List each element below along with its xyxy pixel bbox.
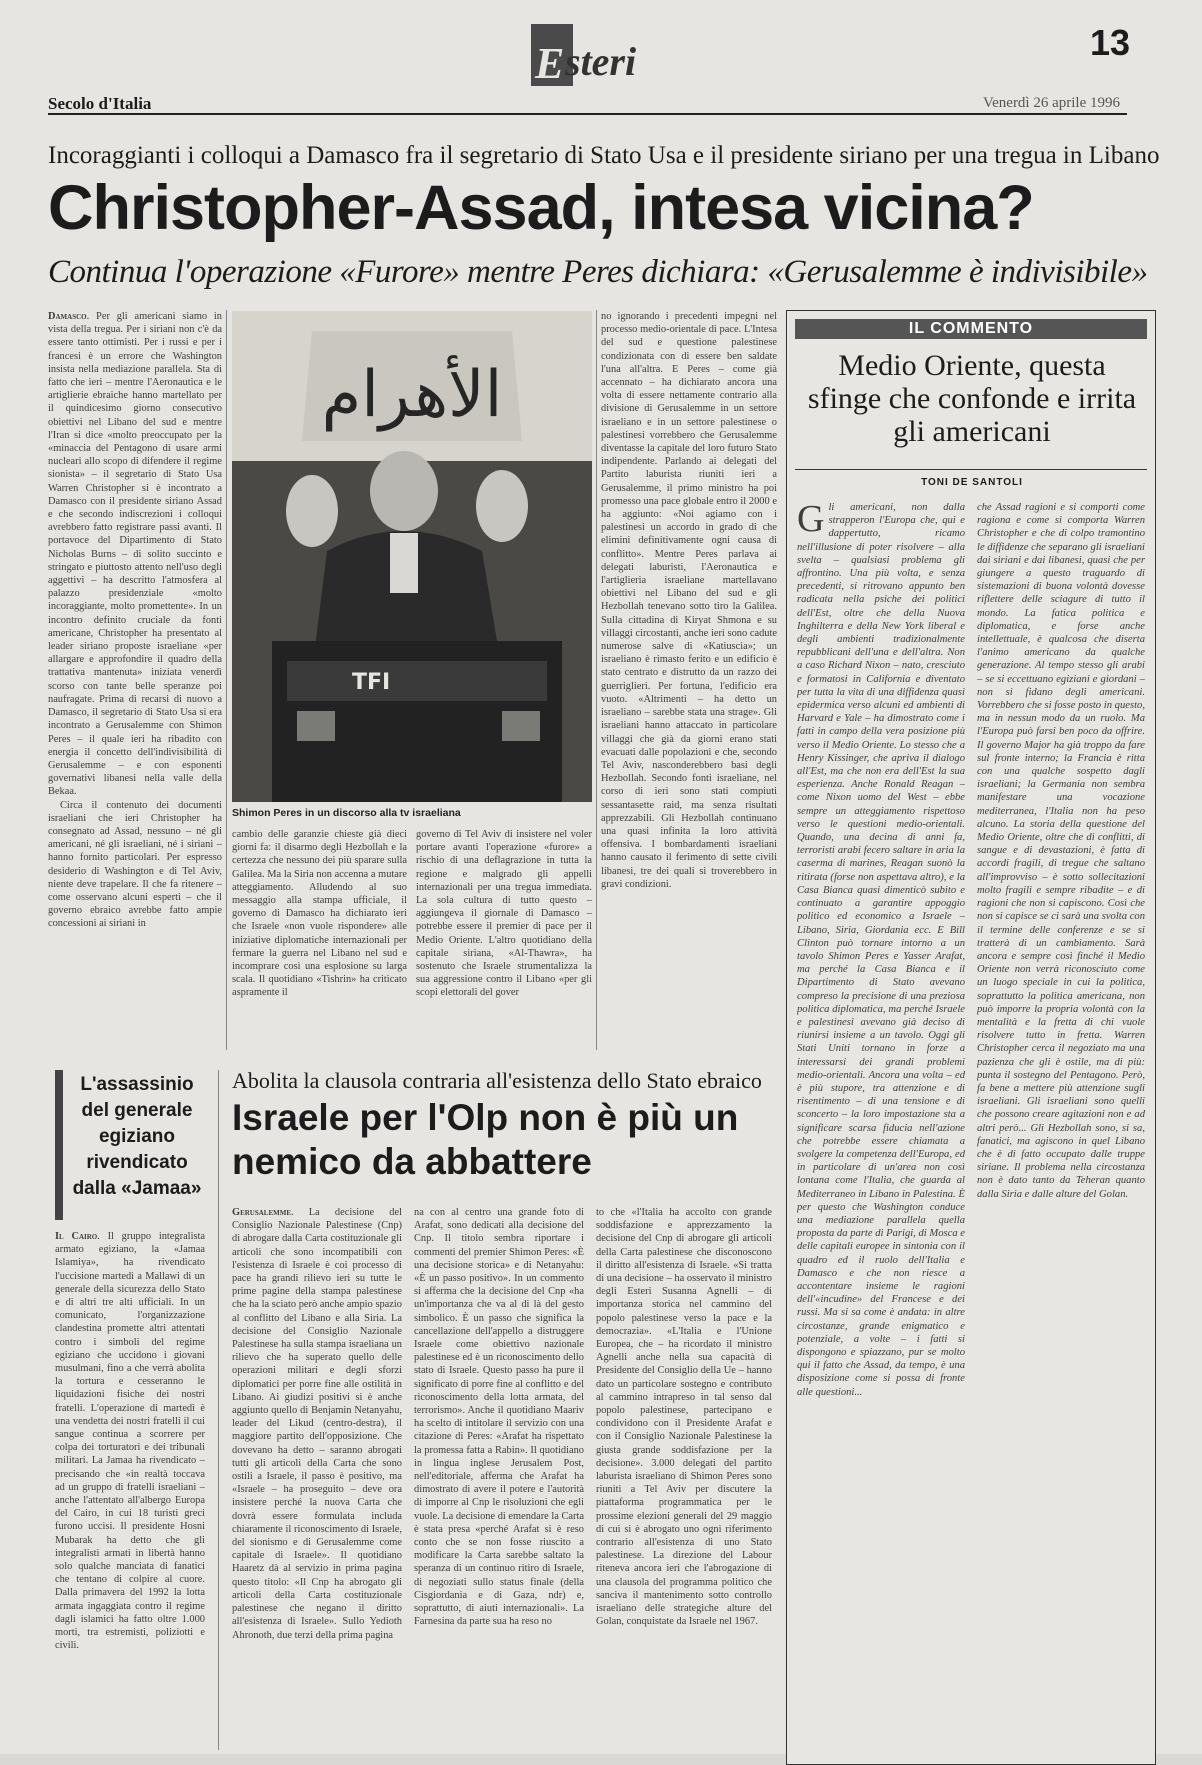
column-rule	[218, 1070, 219, 1750]
lead-column-3-text: governo di Tel Aviv di insistere nel voler portare avanti l'operazione «furore» a rischio di una deflagrazione in tutta la regione e malgrado gli appelli internazionali per una tregua immediata. La sola cultura di tutto questo – aggiungeva il giornale di Damasco – potrebbe essere il premier di pace per il Medio Oriente. L'altro quotidiano della capitale siriana, «Al-Thawra», ha sostenuto che Israele strumentalizza la sua aggressione contro il Libano «per gli scopi elettorali del gover	[416, 829, 592, 999]
paper-name: Secolo d'Italia	[48, 94, 152, 113]
side-article-headline-box	[55, 1070, 205, 1220]
side-article-column: Il Cairo. Il gruppo integralista armato egiziano, la «Jamaa Islamiya», ha rivendicato l'uccisione martedì a Mallawi di un generale della sicurezza dello Stato e di altri tre alti ufficiali. In un comunicato, l'organizzazione clandestina promette altri attentati contro i simboli del regime egiziano che uccidono i giovani musulmani, fino a che verrà abolita la tortura e cesseranno le liquidazioni fisiche dei nostri fratelli. L'operazione di martedì è una vendetta dei nostri fratelli il cui sangue continua a scorrere per colpa dei torturatori e dei tribunali militari. La Jamaa ha rivendicato – precisando che «in realtà toccava ad un gruppo di fratelli israeliani – anche l'attentato all'albergo Europa del Cairo, in cui 18 turisti greci furono uccisi. Il presidente Hosni Mubarak ha detto che gli integralisti armati in libertà hanno solo qualche manciata di fanatici che tentano di colpire al cuore. Dalla primavera del 1992 la lotta armata ingaggiata contro il regime dagli islamici ha fatto oltre 1.000 morti, tra estremisti, poliziotti e civili.	[55, 1231, 205, 1652]
lead-column-2	[232, 828, 407, 1050]
article2-dateline: Gerusalemme	[232, 1207, 292, 1218]
side-dateline: Il Cairo	[55, 1231, 98, 1242]
lead-column-4-text: no ignorando i precedenti impegni nel processo medio-orientale di pace. L'Intesa del sud e questione palestinese condizionata con di essere ben saldate l'una all'altra. E Peres – come già accennato – ha dichiarato ancora una volta di essere nettamente contrario alla divisione di Gerusalemme in un settore israeliano e in un settore palestinese o palestinesi vorrebbero che Gerusalemme diventasse la capitale del loro futuro Stato indipendente. Parlando ai delegati del Partito laburista riuniti ieri a Gerusalemme, il primo ministro ha poi promesso una pace globale entro il 2000 e ha aggiunto: «Noi agiamo con i palestinesi un accordo in grado di che elimini definitivamente ogni causa di conflitto». Mentre Peres parlava ai delegati laburisti, l'Aeronautica e l'artiglieria israeliane martellavano obiettivi nel Libano del sud e gli Hezbollah tenevano sotto tiro la Galilea. Sulla cittadina di Kiryat Shmona e su villaggi circostanti, anche ieri sono cadute numerose salve di «Katiuscia»; un israeliano è rimasto ferito e un edificio è stato centrato e distrutto da un razzo dei guerriglieri. Per fortuna, l'edificio era vuoto. «Altrimenti – ha detto un israeliano – sarebbe stata una strage». Gli israeliani hanno attaccato in particolare villaggi che già da giorni erano stati evacuati dalle popolazioni e che, secondo Tel Aviv, nasconderebbero basi degli Hezbollah. Secondo fonti israeliane, nel corso di ieri sono stati compiuti sessantasette raid, ma senza risultati apprezzabili. Gli Hezbollah continuano una quasi infinita la loro attività offensiva. I bombardamenti israeliani hanno causato il ferimento di sette civili libanesi, tre dei quali si troverebbero in gravi condizioni.	[601, 311, 777, 890]
news-photo	[232, 311, 592, 802]
page-number: 13	[1089, 22, 1130, 63]
side-bar	[55, 1070, 63, 1220]
commentary-column-2-text: che Assad ragioni e si comporti come ragiona e come si comporta Warren Christopher e che di colpo tramontino le diffidenze che separano gli israeliani dai siriani e dai libanesi, quasi che per giungere a questo traguardo di sistemazioni di buona volontà dovesse riflettere delle sciagure di tutto il mondo. La fatica politica e diplomatica, e forse anche intellettuale, è qualcosa che diserta l'animo americano da qualche generazione. Al tempo stesso gli arabi – se si eccettuano egiziani e giordani – non si fidano degli americani. Vorrebbero che si fosse posto in questo, ma in nessun modo da un ruolo. Ma l'Europa può farsi ben poco da offrire. Il governo Major ha già troppo da fare sul fronte interno; la Francia è ritta con una qualche sospetto dagli israeliani; la Germania non sembra manifestare una vocazione mediterranea, l'Italia non ha peso alcuno. La storia della questione del Medio Oriente, oltre che di conflitti, di sangue e di devastazioni, è fatta di accordi fragili, di tregue che saltano all'improvviso – è sotto sollecitazioni molto fragili e sempre ribadite – e di ragioni che non si capiscono. Così che non si capisce se ci sarà una svolta con il termine delle conferenze e se si tratterà di un cambiamento. Sarà ancora e sempre così finché il Medio Oriente non verrà riconosciuto come un luogo speciale in cui la politica, soprattutto la politica americana, non può imporre la propria volontà con la mentalità e la fretta di chi vuole risolvere tutto in fretta. Warren Christopher cerca il negoziato ma una pazienza che gli è ostile, ma di più: punta il sostegno del Pentagono. Però, fa bene a mettere più attenzione sugli israeliani. Gli israeliani sono quelli che possono creare agitazioni non e ad altri però... Gli Hezbollah sono, si sa, fanatici, ma agiscono in quel Libano che è di fatto occupato dalle truppe siriane. Il problema nella circostanza non è dato tanto da Teheran quanto dalla Siria e dalle alture del Golan.	[977, 502, 1145, 1200]
lead-kicker: Incoraggianti i colloqui a Damasco fra il segretario di Stato Usa e il presidente siriano per una tregua in Libano	[48, 142, 1160, 169]
commentary-label: IL COMMENTO	[795, 319, 1147, 339]
article2-column-3	[596, 1206, 772, 1750]
commentary-column-1-text: li americani, non dalla strapperon l'Europa che, qui e dappertutto, ricamo nell'illusione di poter risolvere – alla svelta – qualsiasi problema gli affrontino. Una più volta, e senza precedenti, si ritrovano appunto ben radicata nella psiche dei politici dell'Est, oltre che della Nuova Inghilterra e della New York liberal e degli ambienti tradizionalmente repubblicani dell'una e dell'altra. Non a caso Richard Nixon – nato, cresciuto e formatosi in California e diventato per tutta la vita di una diffidenza quasi epidermica verso alcuni ed ambienti di Harvard e Yale – ha dimostrato come i fatti in campo della vera posizione più verso il Medio Oriente. Lo stesso che a Henry Kissinger, che apriva il dialogo all'Est, ma che non era dell'Est la sua esperienza. Anche Ronald Reagan – come Nixon uomo del West – ebbe sempre un atteggiamento rispettoso verso le questioni medio-orientali. Quando, una decina di anni fa, terroristi arabi fecero saltare in aria la caserma di marines, Reagan suonò la ritirata (forse non aspettava altro), e la Casa Bianca quasi dimenticò subito e continuato a garantire appoggio politico ed economico a Israele – Libano, Siria, Giordania ecc. E Bill Clinton può tornare intorno a un tavolo Shimon Peres e Yasser Arafat, ma perché la Casa Bianca e il Dipartimento di Stato avevano compreso la precisione di una preziosa politica diplomatica, ma perché Israele e palestinesi avevano già deciso di riunirsi insieme a un tavolo. Oggi gli Stati Uniti tornano in forze a interessarsi dei grandi problemi medio-orientali. Ancora una volta – ed è più stupore, tra attenzione e di risentimento – di una tensione e di sconcerto – la loro impostazione sta a significare scarsa fiducia nell'azione che potrebbe essere chiamata a svolgere la competenza dell'Europa, ed in particolare di un'area non così lontana come l'Italia, che guarda al Mediterraneo in Libano in Palestina. È per questo che Washington conduce una mediazione parallela quella proposta da parte di Parigi, di Mosca e delle capitali europee in sintonia con il quadro ed il ruolo dell'Italia e Damasco e che non riesce a accontentare insieme le ragioni dell'«incudine» del Francese e dei russi. Ma si sa come è andata: in altre circostanze, grande enigmatico e potenziale, a volte – i fatti si dispongono e spiazzano, pur se molto qui il fatto che Assad, da tempo, è una disposizione come si possa di fronte alle questioni...	[797, 502, 965, 1398]
commentary-author: TONI DE SANTOLI	[921, 477, 1023, 488]
lead-column-1-text: Per gli americani siamo in vista della tregua. Per i siriani non c'è da essere tanto ottimisti. Per i russi e per i francesi è un errore che Washington insista nella mediazione parallela. Sta di fatto che ieri – mentre l'Aeronautica e le artiglierie ebraiche hanno martellato per il quindicesimo giorno consecutivo obiettivi nel Libano del sud e mentre l'Iran si dice «molto preoccupato per la «minaccia del Pentagono di usare armi nucleari allo scopo di difendere il regime sionista» – il segretario di Stato Usa Warren Christopher si è incontrato a Damasco con il presidente siriano Assad e che secondo indiscrezioni i colloqui avrebbero fatto registrare passi avanti. Il portavoce del Dipartimento di Stato Nicholas Burns – di solito succinto e stringato e piuttosto attento nell'uso degli aggettivi – ha descritto l'atmosfera al palazzo presidenziale «molto incoraggiante, molto promettente». In un incontro definito cruciale da fonti americane, Christopher ha presentato al leader siriano proposte israeliane «per allargare e approfondire il quadro della trattativa mantenuta» iniziata venerdì scorso con tante belle speranze poi naufragate. Prima di recarsi di nuovo a Damasco, il segretario di Stato Usa si era incontrato a Gerusalemme con Shimon Peres – il quale ieri ha ribadito con energia il concetto dell'indivisibilità di Gerusalemme – e con esponenti governativi libanesi nella valle della Bekaa.	[48, 311, 222, 798]
dateline: Damasco	[48, 311, 87, 322]
side-article-title: L'assassinio del generale egiziano rivendicato dalla «Jamaa»	[72, 1074, 202, 1199]
commentary-column-1	[797, 501, 965, 1756]
lead-column-2-text: cambio delle garanzie chieste già dieci giorni fa: il disarmo degli Hezbollah e la certezza che nessuno dei più sparare sulla Galilea. Ma la Siria non accenna a mutare atteggiamento. Alludendo al suo messaggio alla stampa ufficiale, il governo di Damasco ha dichiarato ieri che Israele «non vuole rispondere» alle iniziative diplomatiche internazionali per fermare la guerra nel Libano nel sud e incomprare così una esplosione su larga scala. Il quotidiano «Tishrin» ha criticato aspramente il	[232, 829, 407, 999]
commentary-column-2	[977, 501, 1145, 1756]
lead-column-4	[601, 310, 777, 1050]
masthead-rule	[48, 113, 1127, 115]
lead-subhead: Continua l'operazione «Furore» mentre Peres dichiara: «Gerusalemme è indivisibile»	[48, 254, 1148, 290]
photo-illustration	[232, 311, 592, 802]
article2-column-1: Gerusalemme. La decisione del Consiglio Nazionale Palestinese (Cnp) di abrogare dalla Carta costituzionale gli articoli che sono incompatibili con l'esistenza di Israele è coi processo di pace ha grandi rilievo ieri su tutte le prime pagine della stampa palestinese che ha la sciato però anche ampio spazio al conflitto del Libano e alla Siria. La decisione del Consiglio Nazionale Palestinese ha sulla stampa israeliana un rilievo che ha superato quello delle operazioni militari e degli sforzi diplomatici per porre fine alle ostilità in Libano. Ai giudizi positivi si è anche aggiunto quello di Benjamin Netanyahu, leader del Likud (centro-destra), il maggiore partito dell'opposizione. Che dovevano ha detto – saranno abrogati tutti gli articoli della Carta che sono ostili a Israele, il passo è positivo, ma «Israele – ha proseguito – deve ora insistere perché la nuova Carta che dovrà essere formulata includa chiaramente il riconoscimento di Israele, del sionismo e di Gerusalemme come capitale di Israele». Il quotidiano Haaretz dà al servizio in prima pagina questo titolo: «Il Cnp ha abrogato gli articoli della Carta costituzionale palestinese che negano il diritto all'esistenza di Israele». Sullo Yedioth Ahronoth, due terzi della prima pagina	[232, 1207, 402, 1641]
photo-caption: Shimon Peres in un discorso alla tv israeliana	[232, 807, 461, 819]
column-rule	[596, 310, 597, 1050]
lead-headline: Christopher-Assad, intesa vicina?	[48, 173, 1034, 243]
side-article-text: Il gruppo integralista armato egiziano, la «Jamaa Islamiya», ha rivendicato l'uccisione martedì a Mallawi di un generale della sicurezza dello Stato e di altri tre alti ufficiali. In un comunicato, l'organizzazione clandestina promette altri attentati contro i simboli del regime egiziano che uccidono i giovani musulmani, fino a che verrà abolita la tortura e cesseranno le liquidazioni fisiche dei nostri fratelli. L'operazione di martedì è una vendetta dei nostri fratelli il cui sangue continua a scorrere per colpa dei torturatori e dei tribunali militari. La Jamaa ha rivendicato – precisando che «in realtà toccava ad un gruppo di fratelli israeliani – anche l'attentato all'albergo Europa del Cairo, in cui 18 turisti greci furono uccisi. Il presidente Hosni Mubarak ha detto che gli integralisti armati in libertà hanno solo qualche manciata di fanatici che tentano di colpire al cuore. Dalla primavera del 1992 la lotta armata ingaggiata contro il regime dagli islamici ha fatto oltre 1.000 morti, tra estremisti, poliziotti e civili.	[55, 1231, 205, 1652]
commentary-box	[786, 310, 1156, 1765]
lead-column-3	[416, 828, 592, 1050]
commentary-title: Medio Oriente, questa sfinge che confonde e irrita gli americani	[807, 349, 1137, 448]
lead-column-1: Damasco. Per gli americani siamo in vista della tregua. Per i siriani non c'è da essere tanto ottimisti. Per i russi e per i francesi è un errore che Washington insista nella mediazione parallela. Sta di fatto che ieri – mentre l'Aeronautica e le artiglierie ebraiche hanno martellato per il quindicesimo giorno consecutivo obiettivi nel Libano del sud e mentre l'Iran si dice «molto preoccupato per la «minaccia del Pentagono di usare armi nucleari allo scopo di difendere il regime sionista» – il segretario di Stato Usa Warren Christopher si è incontrato a Damasco con il presidente siriano Assad e che secondo indiscrezioni i colloqui avrebbero fatto registrare passi avanti. Il portavoce del Dipartimento di Stato Nicholas Burns – di solito succinto e stringato e piuttosto attento nell'uso degli aggettivi – ha descritto l'atmosfera al palazzo presidenziale «molto incoraggiante, molto promettente». In un incontro definito cruciale da fonti americane, Christopher ha presentato al leader siriano proposte israeliane «per allargare e approfondire il quadro della trattativa mantenuta» iniziata venerdì scorso con tante belle speranze poi naufragate. Prima di recarsi di nuovo a Damasco, il segretario di Stato Usa si era incontrato a Gerusalemme con Shimon Peres – il quale ieri ha ribadito con energia il concetto dell'indivisibilità di Gerusalemme – e con esponenti governativi libanesi nella valle della Bekaa. Circa il contenuto dei documenti israeliani che ieri Christopher ha consegnato ad Assad, nessuno – né gli americani, né gli israeliani, né i siriani – hanno fornito particolari. Per espresso desiderio di Washington e di Tel Aviv, niente deve trapelare. Il che fa ritenere – come osservano alcuni esperti – che il governo ebraico avrebbe fatto ampie concessioni ai siriani in	[48, 311, 222, 930]
article2-column-3-text: to che «l'Italia ha accolto con grande soddisfazione e apprezzamento la decisione del Cnp di abrogare gli articoli della Carta palestinese che disconoscono il diritto all'esistenza di Israele. «Si tratta di una decisione – ha osservato il ministro degli Esteri Susanna Agnelli – di importanza storica nel cammino del popolo palestinese verso la pace e la democrazia». «L'Italia e l'Unione Europea, che – ha ricordato il ministro Agnelli anche nella sua capacità di Presidente del Consiglio della Ue – hanno dato un particolare sostegno e contributo al cammino intrapreso in tal senso dal popolo palestinese, partecipano e condividono con il Presidente Arafat e con il Consiglio Nazionale Palestinese la giusta grande soddisfazione per la decisione». 3.000 delegati del partito laburista israeliano di Shimon Peres sono riuniti a Tel Aviv per discutere la piattaforma programmatica per le prossime elezioni generali del 29 maggio di cui si è abrogato uno ogni riferimento contrario all'esistenza di uno Stato palestinese. La direzione del Labour riteneva ancora ieri che l'abrogazione di una clausola del programma politico che sanciva il mantenimento sotto controllo israeliano delle strategiche alture del Golan, conquistate da Israele nel 1967.	[596, 1207, 772, 1628]
article2-column-1-text: La decisione del Consiglio Nazionale Palestinese (Cnp) di abrogare dalla Carta costituzionale gli articoli che sono incompatibili con l'esistenza di Israele è coi processo di pace ha grandi rilievo ieri su tutte le prime pagine della stampa palestinese che ha la sciato però anche ampio spazio al conflitto del Libano e alla Siria. La decisione del Consiglio Nazionale Palestinese ha sulla stampa israeliana un rilievo che ha superato quello delle operazioni militari e degli sforzi diplomatici per porre fine alle ostilità in Libano. Ai giudizi positivi si è anche aggiunto quello di Benjamin Netanyahu, leader del Likud (centro-destra), il maggiore partito dell'opposizione. Che dovevano ha detto – saranno abrogati tutti gli articoli della Carta che sono ostili a Israele, il passo è positivo, ma «Israele – ha proseguito – deve ora insistere perché la nuova Carta che dovrà essere formulata includa chiaramente il riconoscimento di Israele, del sionismo e di Gerusalemme come capitale di Israele». Il quotidiano Haaretz dà al servizio in prima pagina questo titolo: «Il Cnp ha abrogato gli articoli della Carta costituzionale palestinese che negano il diritto all'esistenza di Israele». Sullo Yedioth Ahronoth, due terzi della prima pagina	[232, 1207, 402, 1641]
podium-logo-text: TFI	[352, 670, 391, 695]
commentary-dropcap: G	[797, 501, 825, 540]
article2-kicker: Abolita la clausola contraria all'esistenza dello Stato ebraico	[232, 1068, 762, 1093]
arabic-sign-text: الأهرام	[321, 358, 503, 432]
article2-headline: Israele per l'Olp non è più un nemico da abbattere	[232, 1097, 739, 1182]
lead-column-1b-text: Circa il contenuto dei documenti israeliani che ieri Christopher ha consegnato ad Assad, nessuno – né gli americani, né gli israeliani, né i siriani – hanno fornito particolari. Per espresso desiderio di Washington e di Tel Aviv, niente deve trapelare. Il che fa ritenere – come osservano alcuni esperti – che il governo ebraico avrebbe fatto ampie concessioni ai siriani in	[48, 799, 222, 930]
issue-date: Venerdì 26 aprile 1996	[982, 95, 1120, 111]
section-logo	[531, 24, 649, 88]
section-name: E steri	[535, 39, 637, 88]
column-rule	[226, 310, 227, 1050]
article2-column-2-text: na con al centro una grande foto di Arafat, sono dedicati alla decisione del Cnp. Il titolo sembra riportare i commenti del premier Shimon Peres: «È una decisione storica» e di Netanyahu: «È un passo positivo». In un commento si afferma che la decisione del Cnp «ha un'importanza che va al di là del gesto simbolico. È un passo che significa la cancellazione dell'appello a distruggere Israele come obiettivo nazionale palestinese ed è un riconoscimento dello stato di Israele. Questo passo ha pure il significato di porre fine al conflitto e del riconoscimento della lotta armata, del terrorismo». Anche il quotidiano Maariv ha scelto di intitolare il servizio con una citazione di Peres: «Arafat ha rispettato la promessa fatta a Rabin». Il quotidiano in lingua inglese Jerusalem Post, nell'editoriale, afferma che Arafat ha dimostrato di avere il potere e l'autorità di imporre al Cnp le risoluzioni che egli vuole. La decisione di emendare la Carta è stata presa «perché Arafat si è reso conto che se non fosse riuscito a modificare la Carta sarebbe saltato la speranza di un continuo ritiro di Israele, di negoziati sullo status finale (della Cisgiordania e di Gaza, ndr) e, soprattutto, di aiuti internazionali». La Farnesina da parte sua ha reso no	[414, 1207, 584, 1628]
commentary-rule	[795, 469, 1147, 470]
article2-column-2	[414, 1206, 584, 1750]
